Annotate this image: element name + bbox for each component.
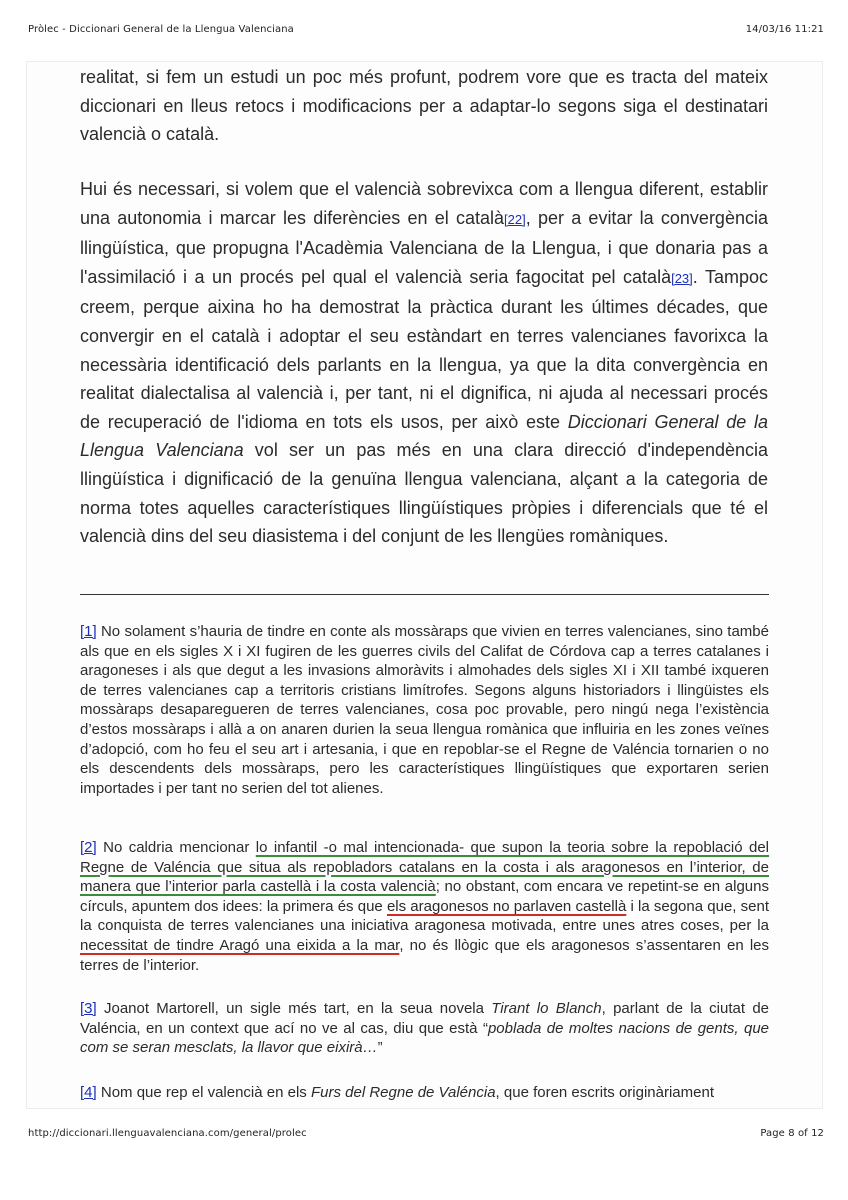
- paragraph-text: vol ser un pas més en una clara direcció d'independència llingüística i dignificació de la genuïna llengua valenciana, alçant a la categoria de norma totes aquelles característiques llingüístiques pròpies i diferencials que té el valencià dins del seu diasistema i del conjunt de les llengües romàniques.: [80, 440, 769, 547]
- furs-title-italic: Furs del Regne de Valéncia: [310, 1084, 496, 1101]
- print-footer: [28, 1128, 824, 1139]
- green-underlined-text: lo infantil -o mal intencionada- que supon la teoria sobre la repoblació del Regne de Valéncia que situa als repobladors catalans en la costa i als aragonesos en l’interior, de manera que l’interior parla castellà i la costa valencià: [80, 839, 769, 896]
- footnote-text: , parlant de la ciutat de Valéncia, en un context que ací no ve al cas, diu que està “: [80, 1000, 769, 1037]
- book-title-italic: Tirant lo Blanch: [491, 1000, 602, 1017]
- footnote-3-link[interactable]: [3]: [80, 1000, 97, 1017]
- red-underlined-text: els aragonesos no parlaven castellà: [386, 897, 627, 915]
- footnote-2-link[interactable]: [2]: [80, 839, 97, 856]
- paragraph-text: realitat, si fem un estudi un poc més profunt, podrem vore que es tracta del mateix diccionari en lleus retocs i modificacions per a adaptar-lo segons siga el destinatari valencià o català.: [80, 67, 768, 145]
- footnote-ref-22-link[interactable]: [22]: [504, 211, 526, 227]
- print-footer-page-number: Page 8 of 12: [760, 1128, 824, 1139]
- paragraph-text: Hui és necessari, si volem que el valencià sobrevixca com a llengua diferent, establir una autonomia i marcar les diferències en el català: [80, 179, 768, 228]
- footnote-1-link[interactable]: [1]: [80, 623, 97, 640]
- footnote-ref-23-link[interactable]: [23]: [671, 270, 693, 286]
- footnote-text: Nom que rep el valencià en els: [96, 1084, 311, 1101]
- footnote-text: , no és llògic que els aragonesos s’assentaren en les terres de l’interior.: [80, 936, 769, 974]
- footnote-3: [80, 999, 769, 1058]
- footnote-text: No caldria mencionar: [96, 839, 256, 856]
- body-paragraph-2: [80, 175, 768, 551]
- body-paragraph-1: [80, 63, 768, 149]
- dictionary-title-italic: Diccionari General de la Llengua Valenciana: [80, 411, 768, 461]
- print-header-datetime: 14/03/16 11:21: [745, 24, 824, 35]
- footnote-text: i la segona que, sent la conquista de terres valencianes una iniciativa aragonesa motivada, entre unes atres coses, per la: [80, 897, 769, 935]
- page-content: [26, 61, 823, 1109]
- footnote-text: , que foren escrits originàriament: [495, 1084, 714, 1101]
- footnote-text: ; no obstant, com encara ve repetint-se en alguns círculs, apuntem dos idees: la primera és que: [80, 878, 769, 915]
- paragraph-text: . Tampoc creem, perque aixina ho ha demostrat la pràctica durant les últimes décades, que convergir en el català i adoptar el seu estàndart en terres valencianes favorixca la necessària identificació dels parlants en la llengua, ya que la dita convergència en realitat dialectalisa al valencià i, per tant, ni el dignifica, ni ajuda al necessari procés de recuperació de l'idioma en tots els usos, per això este: [80, 266, 768, 432]
- footnotes-separator: [80, 594, 769, 595]
- footnote-2: [80, 838, 769, 975]
- footnote-4-link[interactable]: [4]: [80, 1084, 97, 1101]
- footnote-4: [80, 1083, 769, 1103]
- footnote-text: Joanot Martorell, un sigle més tart, en la seua novela: [96, 1000, 492, 1017]
- paragraph-text: , per a evitar la convergència llingüística, que propugna l'Acadèmia Valenciana de la Llengua, i que donaria pas a l'assimilació i a un procés pel qual el valencià seria fagocitat pel català: [80, 207, 768, 287]
- footnote-1: [80, 622, 769, 798]
- red-underlined-text: necessitat de tindre Aragó una eixida a la mar: [80, 936, 400, 954]
- print-header: [28, 24, 824, 35]
- footnote-text: No solament s’hauria de tindre en conte als mossàraps que vivien en terres valencianes, sino també als que en els sigles X i XI fugiren de les guerres civils del Califat de Córdova cap a terres catalanes i aragoneses i als que degut a les invasions almoràvits i almohades dels sigles XI i XII també ixqueren de terres valencianes cap a territoris cristians limítrofes. Segons alguns historiadors i llingüistes els mossàraps desaparegueren de terres valencianes, cosa poc provable, pero ningú nega l’existència d’estos mossàraps i allà a on anaren durien la seua llengua romànica que influiria en les zones veïnes d’adopció, com ho feu el seu art i artesania, i que en repoblar-se el Regne de Valéncia tornarien o no els descendents dels mossàraps, pero les característiques llingüístiques que exportaren serien importades i per tant no serien del tot alienes.: [80, 623, 769, 797]
- quote-italic: poblada de moltes nacions de gents, que com se seran mesclats, la llavor que eixirà…: [80, 1019, 770, 1057]
- footnote-text: ”: [377, 1039, 383, 1057]
- print-header-title: Pròlec - Diccionari General de la Llengua Valenciana: [28, 24, 294, 35]
- print-footer-url: http://diccionari.llenguavalenciana.com/general/prolec: [28, 1128, 307, 1139]
